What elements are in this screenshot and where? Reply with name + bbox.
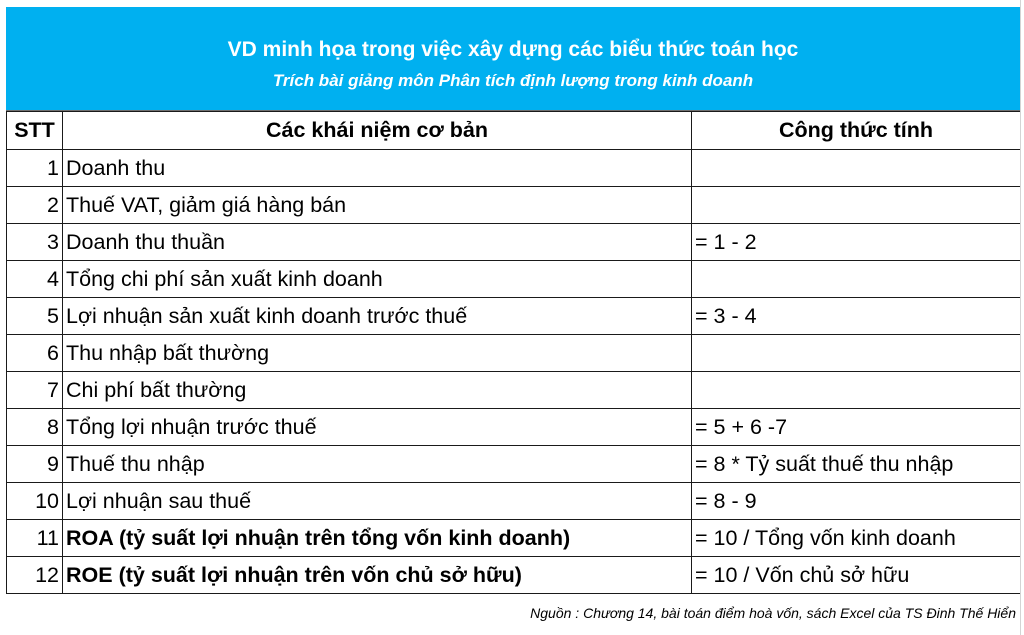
stt-cell[interactable]: 12 <box>7 557 63 594</box>
header-stt[interactable]: STT <box>7 112 63 150</box>
table-row <box>7 372 1021 409</box>
formula-cell[interactable]: = 10 / Tổng vốn kinh doanh <box>692 520 1021 557</box>
concepts-table <box>6 111 1021 594</box>
table-row <box>7 446 1021 483</box>
formula-cell[interactable] <box>692 335 1021 372</box>
stt-cell[interactable]: 9 <box>7 446 63 483</box>
concept-cell[interactable]: Thu nhập bất thường <box>63 335 692 372</box>
concept-cell[interactable]: ROE (tỷ suất lợi nhuận trên vốn chủ sở hữu) <box>63 557 692 594</box>
header-banner <box>6 7 1020 111</box>
stt-cell[interactable]: 10 <box>7 483 63 520</box>
stt-cell[interactable]: 1 <box>7 150 63 187</box>
banner-title: VD minh họa trong việc xây dựng các biểu thức toán học <box>227 38 799 61</box>
stt-cell[interactable]: 2 <box>7 187 63 224</box>
formula-cell[interactable] <box>692 261 1021 298</box>
header-formula[interactable]: Công thức tính <box>692 112 1021 150</box>
formula-cell[interactable]: = 5 + 6 -7 <box>692 409 1021 446</box>
table-row <box>7 409 1021 446</box>
concept-cell[interactable]: ROA (tỷ suất lợi nhuận trên tổng vốn kinh doanh) <box>63 520 692 557</box>
banner-subtitle: Trích bài giảng môn Phân tích định lượng trong kinh doanh <box>272 71 754 90</box>
concept-cell[interactable]: Chi phí bất thường <box>63 372 692 409</box>
table-body <box>7 150 1021 594</box>
stt-cell[interactable]: 6 <box>7 335 63 372</box>
concept-cell[interactable]: Thuế VAT, giảm giá hàng bán <box>63 187 692 224</box>
concept-cell[interactable]: Doanh thu thuần <box>63 224 692 261</box>
sheet-gridline <box>1020 0 1021 635</box>
formula-cell[interactable]: = 8 * Tỷ suất thuế thu nhập <box>692 446 1021 483</box>
stt-cell[interactable]: 4 <box>7 261 63 298</box>
stt-cell[interactable]: 3 <box>7 224 63 261</box>
table-row <box>7 224 1021 261</box>
stt-cell[interactable]: 5 <box>7 298 63 335</box>
table-row <box>7 261 1021 298</box>
formula-cell[interactable] <box>692 187 1021 224</box>
formula-cell[interactable]: = 3 - 4 <box>692 298 1021 335</box>
formula-cell[interactable] <box>692 372 1021 409</box>
concept-cell[interactable]: Lợi nhuận sản xuất kinh doanh trước thuế <box>63 298 692 335</box>
stt-cell[interactable]: 8 <box>7 409 63 446</box>
formula-cell[interactable]: = 1 - 2 <box>692 224 1021 261</box>
formula-cell[interactable]: = 8 - 9 <box>692 483 1021 520</box>
formula-cell[interactable]: = 10 / Vốn chủ sở hữu <box>692 557 1021 594</box>
table-row <box>7 520 1021 557</box>
table-row <box>7 335 1021 372</box>
stt-cell[interactable]: 7 <box>7 372 63 409</box>
header-concept[interactable]: Các khái niệm cơ bản <box>63 112 692 150</box>
table-row <box>7 298 1021 335</box>
formula-cell[interactable] <box>692 150 1021 187</box>
source-note: Nguồn : Chương 14, bài toán điểm hoà vốn, sách Excel của TS Đinh Thế Hiển <box>530 605 1016 621</box>
concept-cell[interactable]: Thuế thu nhập <box>63 446 692 483</box>
table-row <box>7 557 1021 594</box>
concept-cell[interactable]: Tổng chi phí sản xuất kinh doanh <box>63 261 692 298</box>
concept-cell[interactable]: Doanh thu <box>63 150 692 187</box>
stt-cell[interactable]: 11 <box>7 520 63 557</box>
concept-cell[interactable]: Tổng lợi nhuận trước thuế <box>63 409 692 446</box>
table-row <box>7 150 1021 187</box>
concept-cell[interactable]: Lợi nhuận sau thuế <box>63 483 692 520</box>
table-header-row <box>7 112 1021 150</box>
table-row <box>7 187 1021 224</box>
table-row <box>7 483 1021 520</box>
